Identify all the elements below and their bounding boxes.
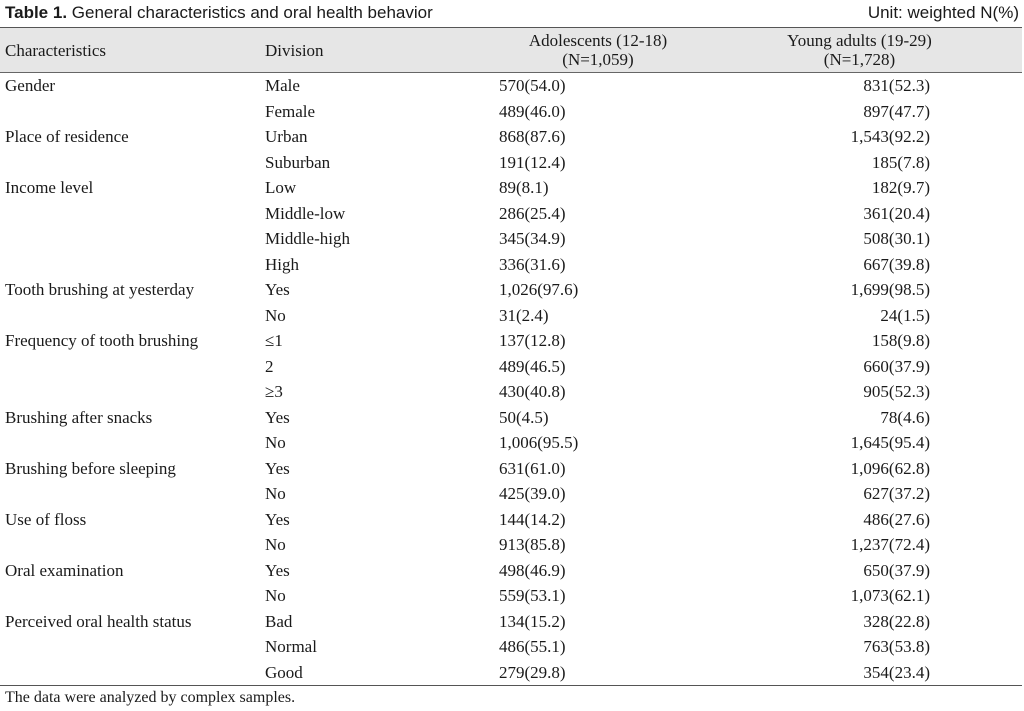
cell-division: Male	[265, 76, 300, 96]
cell-characteristic: Place of residence	[5, 127, 129, 147]
cell-characteristic	[0, 99, 259, 125]
cell-characteristic: Perceived oral health status	[5, 611, 192, 631]
cell-adolescents: 425(39.0)	[499, 484, 566, 504]
table-title: General characteristics and oral health behavior	[71, 3, 433, 22]
table-label: Table 1.	[5, 3, 68, 22]
table-row	[0, 532, 1022, 558]
header-adolescents	[499, 28, 697, 73]
cell-young-adults: 1,699(98.5)	[850, 280, 930, 300]
table-body	[0, 73, 1022, 686]
cell-adolescents: 570(54.0)	[499, 76, 566, 96]
table-row	[0, 507, 1022, 533]
cell-young-adults: 1,096(62.8)	[850, 458, 930, 478]
cell-young-adults: 831(52.3)	[863, 76, 930, 96]
cell-young-adults: 361(20.4)	[863, 203, 930, 223]
cell-characteristic	[0, 226, 259, 252]
cell-characteristic	[0, 532, 259, 558]
cell-adolescents: 913(85.8)	[499, 535, 566, 555]
characteristics-table-container	[0, 27, 1022, 686]
table-footnote: The data were analyzed by complex samples.	[5, 689, 296, 706]
cell-young-adults: 897(47.7)	[863, 101, 930, 121]
cell-characteristic: Tooth brushing at yesterday	[5, 280, 195, 300]
cell-characteristic: Gender	[5, 76, 56, 96]
cell-characteristic	[0, 150, 259, 176]
table-row	[0, 354, 1022, 380]
cell-adolescents: 1,006(95.5)	[499, 433, 579, 453]
cell-characteristic: Use of floss	[5, 509, 87, 529]
cell-characteristic: Oral examination	[5, 560, 124, 580]
cell-division: No	[265, 305, 286, 325]
table-row	[0, 277, 1022, 303]
header-characteristics: Characteristics	[0, 28, 259, 73]
cell-adolescents: 336(31.6)	[499, 254, 566, 274]
cell-young-adults: 78(4.6)	[880, 407, 930, 427]
cell-characteristic: Frequency of tooth brushing	[5, 331, 199, 351]
cell-young-adults: 158(9.8)	[871, 331, 930, 351]
cell-division: Middle-high	[265, 229, 350, 249]
table-row	[0, 175, 1022, 201]
table-row	[0, 634, 1022, 660]
cell-young-adults: 182(9.7)	[871, 178, 930, 198]
table-row	[0, 73, 1022, 99]
cell-characteristic: Brushing after snacks	[5, 407, 153, 427]
cell-adolescents: 144(14.2)	[499, 509, 566, 529]
cell-adolescents: 279(29.8)	[499, 660, 697, 686]
cell-adolescents: 50(4.5)	[499, 407, 549, 427]
cell-adolescents: 430(40.8)	[499, 382, 566, 402]
cell-division: No	[265, 433, 286, 453]
cell-young-adults: 328(22.8)	[863, 611, 930, 631]
cell-adolescents: 489(46.5)	[499, 356, 566, 376]
cell-young-adults: 486(27.6)	[863, 509, 930, 529]
table-row	[0, 379, 1022, 405]
cell-young-adults: 650(37.9)	[863, 560, 930, 580]
cell-characteristic: Brushing before sleeping	[5, 458, 176, 478]
cell-adolescents: 89(8.1)	[499, 178, 549, 198]
cell-characteristic	[0, 660, 259, 686]
table-row	[0, 328, 1022, 354]
table-row	[0, 405, 1022, 431]
cell-young-adults: 1,543(92.2)	[850, 127, 930, 147]
table-row	[0, 583, 1022, 609]
table-row	[0, 456, 1022, 482]
header-adolescents-n: (N=1,059)	[562, 50, 634, 69]
table-row	[0, 303, 1022, 329]
cell-characteristic	[0, 303, 259, 329]
cell-young-adults: 763(53.8)	[863, 637, 930, 657]
cell-young-adults: 185(7.8)	[871, 152, 930, 172]
cell-young-adults: 660(37.9)	[863, 356, 930, 376]
header-young-adults-label: Young adults (19-29)	[787, 31, 932, 50]
cell-division: Female	[265, 101, 316, 121]
cell-division: Good	[259, 660, 499, 686]
cell-adolescents: 559(53.1)	[499, 586, 566, 606]
cell-division: Yes	[265, 458, 290, 478]
cell-division: Urban	[265, 127, 308, 147]
cell-characteristic	[0, 354, 259, 380]
table-row	[0, 660, 1022, 686]
table-row	[0, 226, 1022, 252]
cell-division: High	[265, 254, 299, 274]
cell-young-adults: 1,073(62.1)	[850, 586, 930, 606]
cell-characteristic	[0, 583, 259, 609]
table-row	[0, 481, 1022, 507]
cell-characteristic	[0, 430, 259, 456]
cell-young-adults: 1,237(72.4)	[850, 535, 930, 555]
table-row	[0, 430, 1022, 456]
cell-young-adults: 627(37.2)	[863, 484, 930, 504]
cell-division: Yes	[265, 509, 290, 529]
cell-adolescents: 868(87.6)	[499, 127, 566, 147]
table-row	[0, 558, 1022, 584]
cell-characteristic	[0, 201, 259, 227]
cell-division: Yes	[265, 560, 290, 580]
cell-division: No	[265, 586, 286, 606]
cell-adolescents: 31(2.4)	[499, 305, 549, 325]
cell-division: Bad	[265, 611, 293, 631]
cell-adolescents: 286(25.4)	[499, 203, 566, 223]
cell-adolescents: 489(46.0)	[499, 101, 566, 121]
cell-characteristic	[0, 481, 259, 507]
cell-division: Yes	[265, 407, 290, 427]
cell-division: Yes	[265, 280, 290, 300]
header-young-adults-n: (N=1,728)	[823, 50, 896, 69]
cell-young-adults: 667(39.8)	[863, 254, 930, 274]
cell-division: Middle-low	[265, 203, 346, 223]
table-row	[0, 609, 1022, 635]
table-row	[0, 150, 1022, 176]
header-row	[0, 28, 1022, 73]
header-division: Division	[259, 28, 499, 73]
cell-young-adults: 905(52.3)	[863, 382, 930, 402]
cell-adolescents: 191(12.4)	[499, 152, 566, 172]
table-row	[0, 201, 1022, 227]
cell-young-adults: 508(30.1)	[863, 229, 930, 249]
cell-characteristic	[0, 634, 259, 660]
header-young-adults	[697, 28, 1022, 73]
cell-young-adults: 354(23.4)	[697, 660, 1022, 686]
cell-division: ≤1	[265, 331, 283, 351]
table-header	[0, 28, 1022, 73]
table-row	[0, 99, 1022, 125]
cell-adolescents: 137(12.8)	[499, 331, 566, 351]
header-adolescents-label: Adolescents (12-18)	[528, 31, 668, 50]
cell-adolescents: 345(34.9)	[499, 229, 566, 249]
unit-note: Unit: weighted N(%)	[867, 3, 1019, 22]
cell-young-adults: 1,645(95.4)	[850, 433, 930, 453]
table-caption	[5, 0, 1019, 26]
cell-adolescents: 631(61.0)	[499, 458, 566, 478]
cell-adolescents: 1,026(97.6)	[499, 280, 579, 300]
cell-division: ≥3	[265, 382, 283, 402]
cell-adolescents: 498(46.9)	[499, 560, 566, 580]
cell-division: Suburban	[265, 152, 331, 172]
cell-young-adults: 24(1.5)	[880, 305, 930, 325]
cell-adolescents: 134(15.2)	[499, 611, 566, 631]
cell-division: Normal	[265, 637, 317, 657]
cell-characteristic	[0, 252, 259, 278]
cell-division: 2	[265, 356, 274, 376]
cell-division: Low	[265, 178, 297, 198]
cell-characteristic: Income level	[5, 178, 94, 198]
table-row	[0, 124, 1022, 150]
table-row	[0, 252, 1022, 278]
cell-division: No	[265, 484, 286, 504]
cell-division: No	[265, 535, 286, 555]
cell-adolescents: 486(55.1)	[499, 637, 566, 657]
characteristics-table	[0, 27, 1022, 686]
cell-characteristic	[0, 379, 259, 405]
